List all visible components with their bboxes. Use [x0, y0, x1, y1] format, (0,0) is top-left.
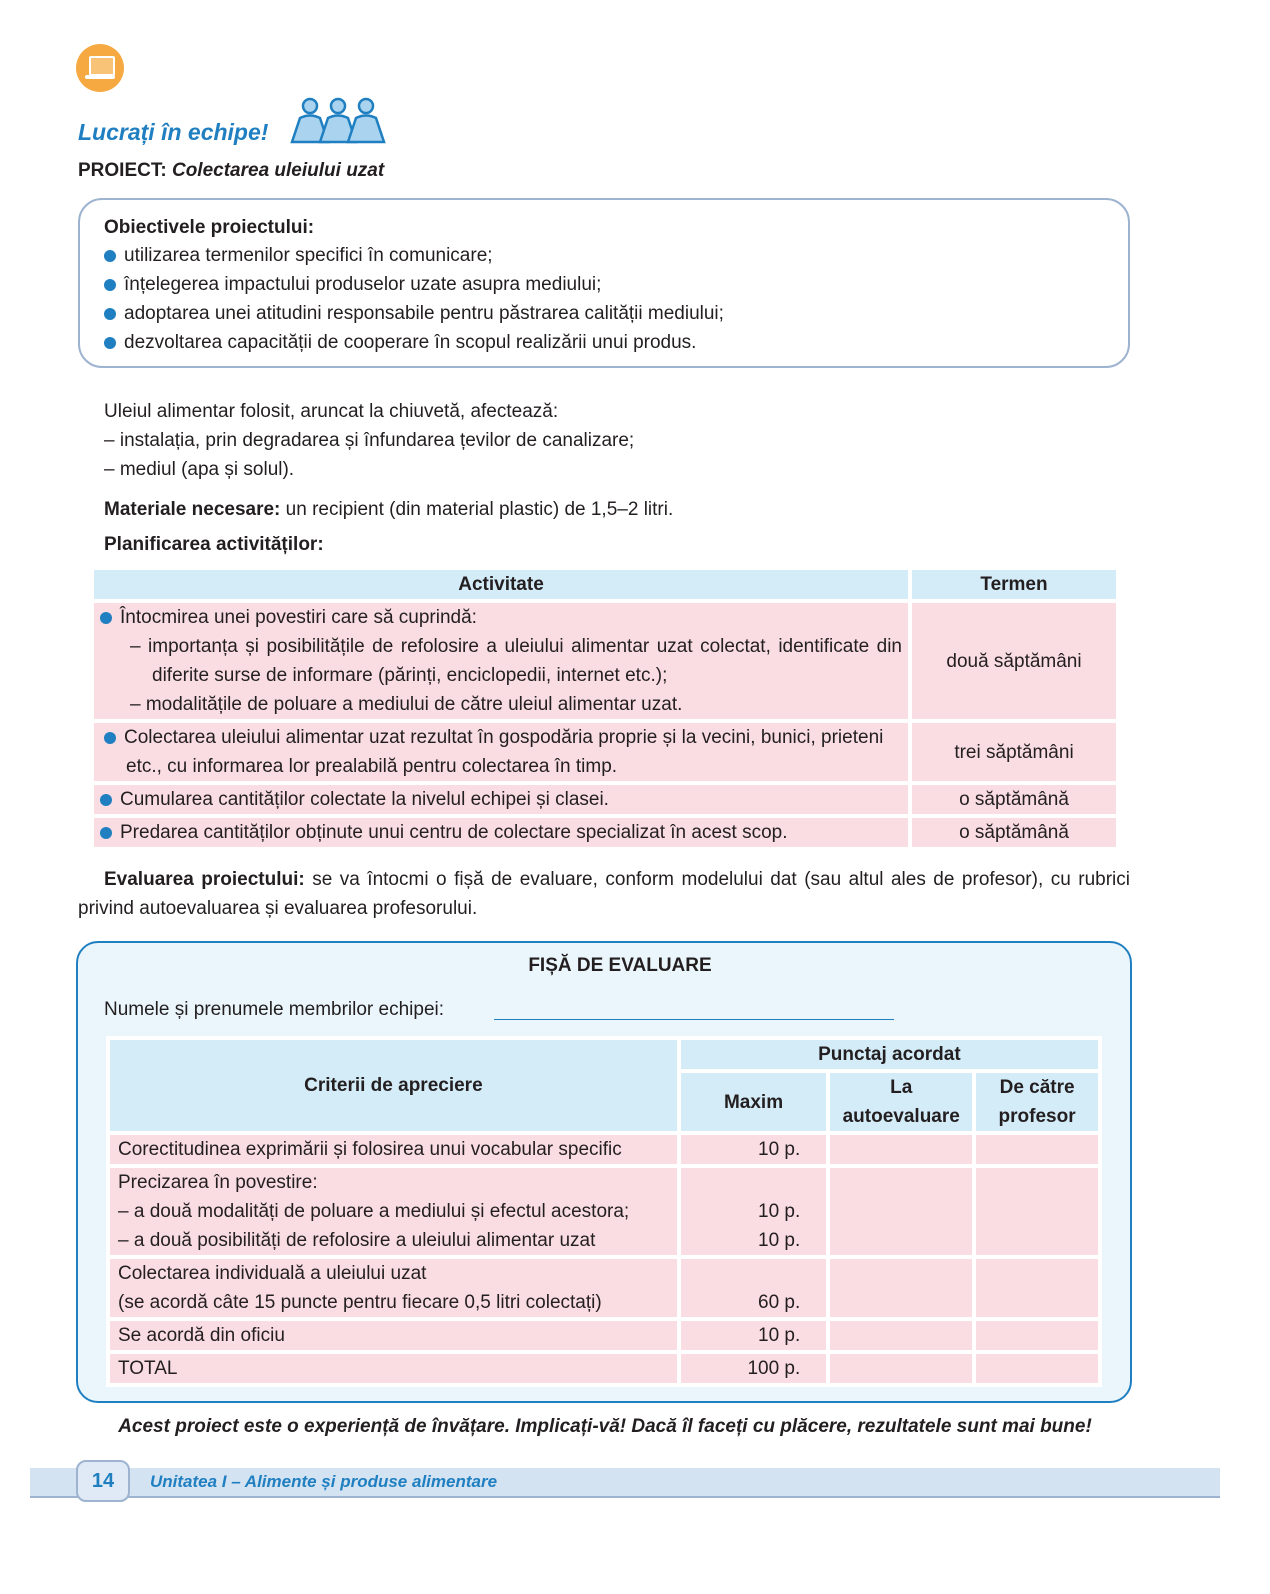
table-header-row [110, 1040, 1098, 1069]
table-row [94, 603, 1116, 719]
activity-sub: – modalitățile de poluare a mediului de către uleiul alimentar uzat. [130, 694, 683, 715]
bullet-icon [104, 732, 116, 744]
table-row [94, 785, 1116, 814]
criteria-cell: Se acordă din oficiu [110, 1321, 677, 1350]
project-name: Colectarea uleiului uzat [171, 160, 385, 181]
self-score-cell[interactable] [830, 1354, 972, 1383]
people-group-icon [288, 96, 388, 144]
header-self: La autoevaluare [830, 1073, 972, 1131]
activity-cell [94, 785, 908, 814]
term-cell: trei săptămâni [912, 723, 1116, 781]
activity-table [90, 566, 1120, 851]
header-term: Termen [912, 570, 1116, 599]
objective-item [104, 270, 601, 299]
teacher-score-cell[interactable] [976, 1259, 1098, 1317]
criteria-line: Colectarea individuală a uleiului uzat [118, 1263, 427, 1284]
table-row [110, 1354, 1098, 1383]
activity-text: Întocmirea unei povestiri care să cuprindă: [120, 607, 477, 628]
header-activity: Activitate [94, 570, 908, 599]
evaluation-text: se va întocmi o fișă de evaluare, conform modelului dat (sau altul ales de profesor), cu rubrici privind autoevaluarea și evaluarea profesorului. [78, 869, 1130, 919]
bullet-icon [104, 308, 116, 320]
objective-item [104, 241, 493, 270]
activity-text: Cumularea cantităților colectate la nivelul echipei și clasei. [120, 789, 609, 810]
names-input-line[interactable] [494, 1019, 894, 1020]
max-cell [681, 1168, 826, 1255]
table-row [110, 1321, 1098, 1350]
header-teacher: De către profesor [976, 1073, 1098, 1131]
evaluation-paragraph [78, 865, 1130, 923]
table-row [94, 723, 1116, 781]
project-line [78, 156, 384, 185]
intro-line: Uleiul alimentar folosit, aruncat la chiuvetă, afectează: [104, 401, 559, 422]
teacher-score-cell[interactable] [976, 1168, 1098, 1255]
activity-cell [94, 818, 908, 847]
criteria-line: – a două posibilități de refolosire a uleiului alimentar uzat [118, 1230, 596, 1251]
unit-title: Unitatea I – Alimente și produse alimentare [150, 1472, 498, 1491]
header-max: Maxim [681, 1073, 826, 1131]
bullet-icon [100, 612, 112, 624]
objective-text: dezvoltarea capacității de cooperare în scopul realizării unui produs. [124, 332, 697, 353]
objective-item [104, 299, 724, 328]
term-cell: o săptămână [912, 818, 1116, 847]
max-cell: 10 p. [681, 1135, 826, 1164]
criteria-cell: TOTAL [110, 1354, 677, 1383]
self-score-cell[interactable] [830, 1168, 972, 1255]
materials-label: Materiale necesare: [104, 499, 281, 520]
criteria-line: (se acordă câte 15 puncte pentru fiecare 0,5 litri colectați) [118, 1292, 602, 1313]
table-row [110, 1168, 1098, 1255]
max-value: 10 p. [758, 1201, 801, 1222]
term-cell: o săptămână [912, 785, 1116, 814]
project-label: PROIECT: [78, 160, 167, 181]
page-number: 14 [76, 1460, 130, 1502]
bullet-icon [100, 827, 112, 839]
activity-text: Colectarea uleiului alimentar uzat rezultat în gospodăria proprie și la vecini, bunici, prieteni etc., cu informarea lor prealabilă pentru colectarea în timp. [124, 727, 884, 777]
intro-line: – instalația, prin degradarea și înfundarea țevilor de canalizare; [104, 430, 635, 451]
teacher-score-cell[interactable] [976, 1354, 1098, 1383]
objective-text: înțelegerea impactului produselor uzate asupra mediului; [124, 274, 602, 295]
evaluation-label: Evaluarea proiectului: [104, 869, 305, 890]
table-row [110, 1259, 1098, 1317]
bullet-icon [104, 337, 116, 349]
names-label: Numele și prenumele membrilor echipei: [104, 999, 445, 1020]
objective-text: adoptarea unei atitudini responsabile pentru păstrarea calității mediului; [124, 303, 724, 324]
max-cell: 100 p. [681, 1354, 826, 1383]
activity-sub: – importanța și posibilitățile de refolosire a uleiului alimentar uzat colectat, identificate din diferite surse de informare (părinți, enciclopedii, internet etc.); [130, 636, 902, 686]
term-cell: două săptămâni [912, 603, 1116, 719]
team-work-title: Lucrați în echipe! [78, 119, 269, 145]
max-cell: 60 p. [681, 1259, 826, 1317]
table-row [110, 1135, 1098, 1164]
objective-item [104, 328, 696, 357]
evaluation-table [106, 1036, 1102, 1387]
bullet-icon [100, 794, 112, 806]
objectives-title: Obiectivele proiectului: [104, 217, 315, 238]
materials-text: un recipient (din material plastic) de 1,5–2 litri. [280, 499, 674, 520]
self-score-cell[interactable] [830, 1321, 972, 1350]
table-header-row [94, 570, 1116, 599]
max-value: 10 p. [758, 1230, 801, 1251]
criteria-cell: Corectitudinea exprimării și folosirea unui vocabular specific [110, 1135, 677, 1164]
activity-cell [94, 603, 908, 719]
criteria-line: Precizarea în povestire: [118, 1172, 318, 1193]
teacher-score-cell[interactable] [976, 1321, 1098, 1350]
table-row [94, 818, 1116, 847]
activity-text: Predarea cantităților obținute unui centru de colectare specializat în acest scop. [120, 822, 788, 843]
activity-main [100, 603, 902, 632]
criteria-cell [110, 1259, 677, 1317]
materials-line [104, 495, 673, 524]
header-criteria: Criterii de apreciere [110, 1040, 677, 1131]
teacher-score-cell[interactable] [976, 1135, 1098, 1164]
bullet-icon [104, 250, 116, 262]
self-score-cell[interactable] [830, 1259, 972, 1317]
bullet-icon [104, 279, 116, 291]
criteria-line: – a două modalități de poluare a mediului și efectul acestora; [118, 1201, 630, 1222]
self-score-cell[interactable] [830, 1135, 972, 1164]
closing-note: Acest proiect este o experiență de învățare. Implicați-vă! Dacă îl faceți cu plăcere, rezultatele sunt mai bune! [118, 1416, 1092, 1437]
criteria-cell [110, 1168, 677, 1255]
max-cell: 10 p. [681, 1321, 826, 1350]
intro-line: – mediul (apa și solul). [104, 459, 295, 480]
laptop-icon [76, 44, 124, 92]
objective-text: utilizarea termenilor specifici în comunicare; [124, 245, 493, 266]
activity-cell [94, 723, 908, 781]
header-points: Punctaj acordat [681, 1040, 1098, 1069]
evaluation-sheet-title: FIȘĂ DE EVALUARE [528, 955, 712, 976]
planning-title: Planificarea activităților: [104, 534, 324, 555]
